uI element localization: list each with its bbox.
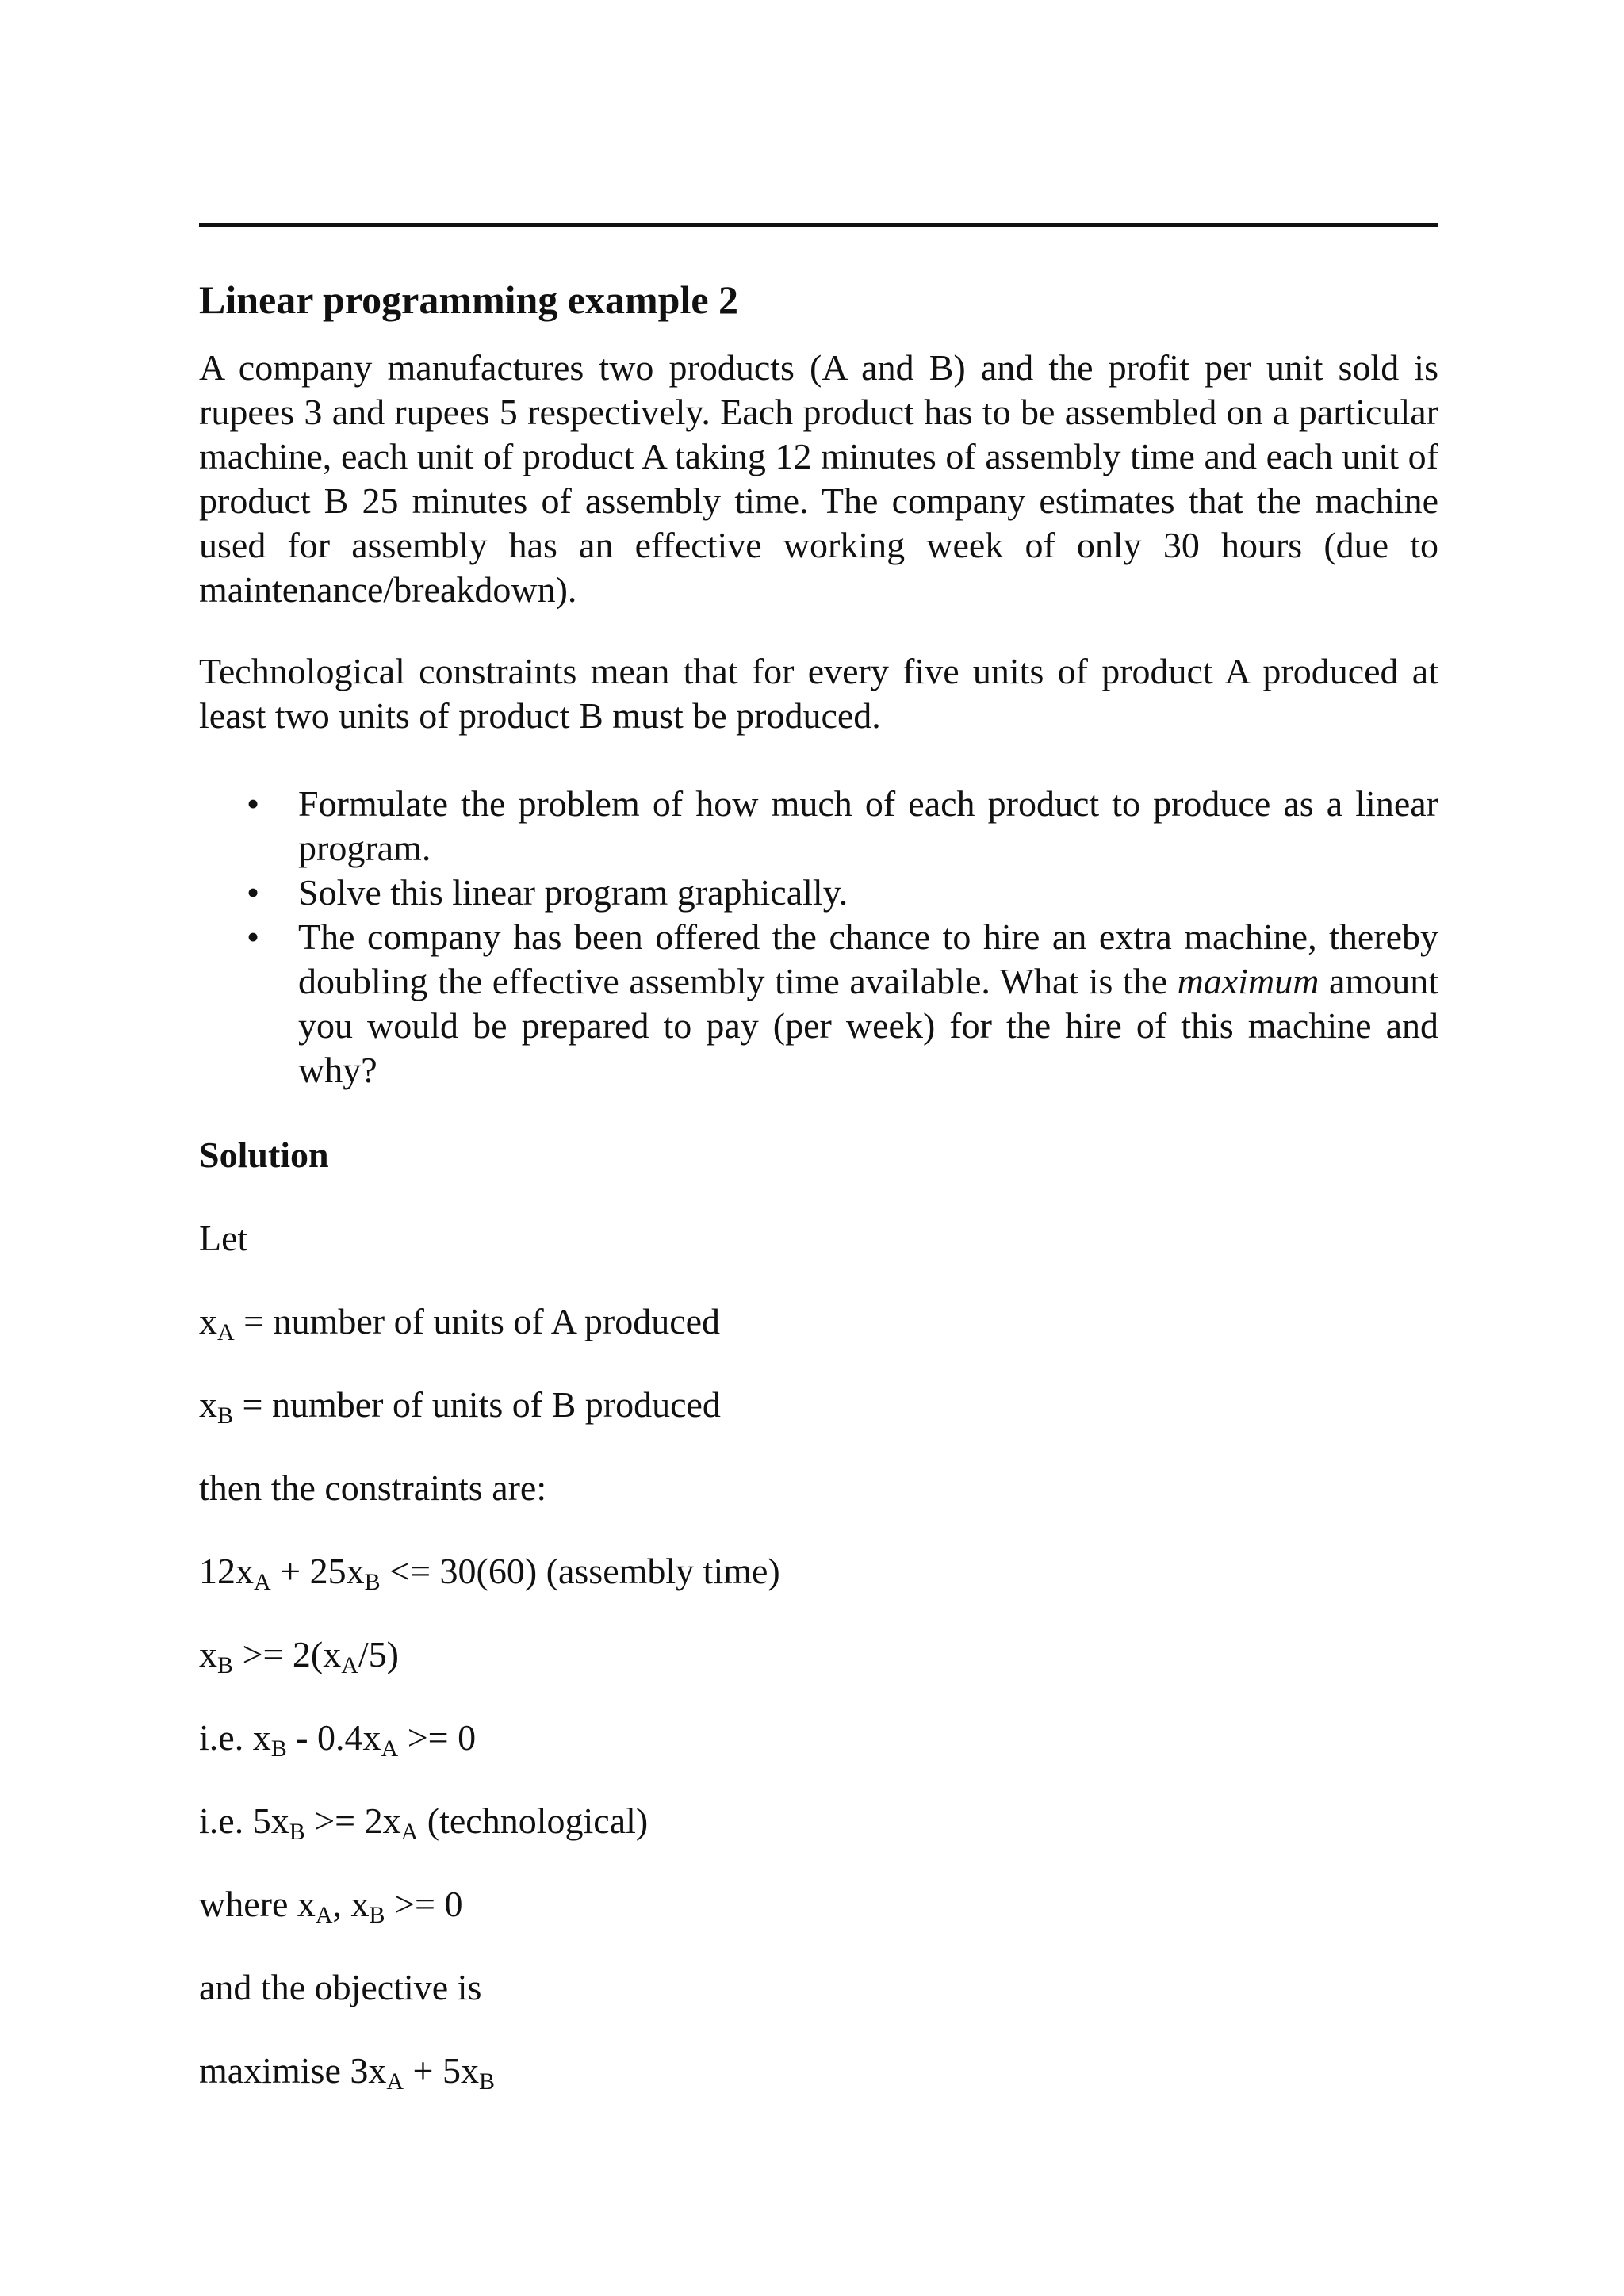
task-text: Formulate the problem of how much of each product to produce as a linear program. (298, 783, 1438, 868)
problem-paragraph-2: Technological constraints mean that for every five units of product A produced at least two units of product B must be produced. (199, 651, 1438, 736)
document-body (199, 268, 1438, 2093)
technological-constraint-rearranged: i.e. $x_B - 0.4x_A >= 0$ (199, 1717, 477, 1762)
bullet-icon: • (247, 916, 260, 957)
problem-paragraph-1: A company manufactures two products (A and B) and the profit per unit sold is rupees 3 and rupees 5 respectively. Each product has to be assembled on a particular machine, each unit of product A taking 12 minutes of assembly time and each unit of product B 25 minutes of assembly time. The company estimates that the machine used for assembly has an effective working week of only 30 hours (due to maintenance/breakdown). (199, 347, 1438, 610)
technological-constraint-final: i.e. $5x_B >= 2x_A$ (technological) (199, 1800, 649, 1845)
objective-function: maximise $3x_A + 5x_B$ (199, 2050, 495, 2095)
task-item-hire-machine (199, 915, 1438, 1093)
let-line: Let (199, 1218, 248, 1258)
assembly-constraint: $12x_A + 25x_B <= 30(60)$ (assembly time) (199, 1551, 780, 1595)
non-negativity-constraint: where $x_A$, $x_B >= 0$ (199, 1884, 463, 1928)
bullet-icon: • (247, 872, 260, 913)
task-item-solve (199, 871, 1438, 915)
constraints-intro: then the constraints are: (199, 1468, 547, 1508)
document-title: Linear programming example 2 (199, 277, 739, 322)
task-text: Solve this linear program graphically. (298, 872, 848, 913)
technological-constraint: $x_B >= 2(x_A/5)$ (199, 1634, 399, 1678)
task-item-formulate (199, 782, 1438, 871)
xb-definition: $x_B$ = number of units of B produced (199, 1384, 721, 1429)
solution-heading: Solution (199, 1135, 329, 1175)
objective-intro: and the objective is (199, 1967, 482, 2007)
task-list (199, 782, 1438, 1093)
task-text: The company has been offered the chance to hire an extra machine, thereby doubling the effective assembly time available. What is the maximum amount you would be prepared to pay (per week) for the hire of this machine and why? (298, 916, 1439, 1090)
top-horizontal-rule (199, 223, 1438, 227)
bullet-icon: • (247, 783, 260, 824)
emphasis-maximum: maximum (1177, 961, 1320, 1001)
xa-definition: $x_A$ = number of units of A produced (199, 1301, 721, 1345)
